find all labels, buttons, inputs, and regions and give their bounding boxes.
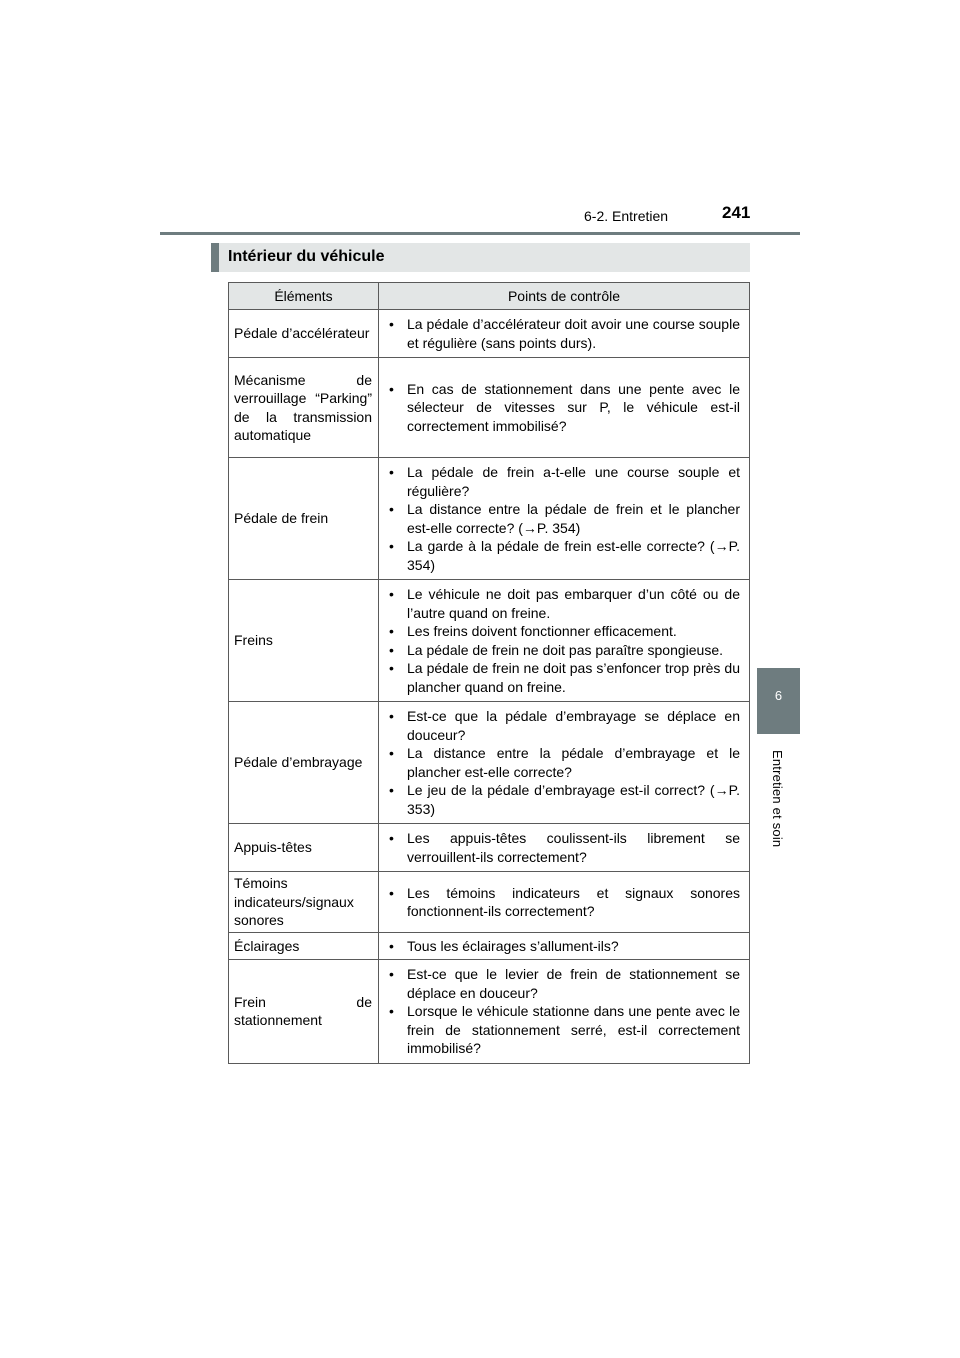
chapter-title: Entretien et soin bbox=[770, 750, 785, 848]
checkpoint-item: • La distance entre la pédale d’embrayage et le plancher est-elle correcte? bbox=[389, 744, 740, 781]
table-row bbox=[229, 580, 750, 702]
checkpoint-item: • Les appuis-têtes coulissent-ils librement se verrouillent-ils correctement? bbox=[389, 829, 740, 866]
section-title-bar bbox=[211, 243, 750, 272]
table-row bbox=[229, 872, 750, 933]
checkpoints-cell bbox=[379, 702, 750, 824]
item-cell: Témoins indicateurs/signaux sonores bbox=[229, 872, 379, 933]
checkpoints-cell bbox=[379, 458, 750, 580]
checkpoints-cell bbox=[379, 824, 750, 872]
checkpoint-item: • Les freins doivent fonctionner efficacement. bbox=[389, 622, 740, 641]
table-header-row bbox=[229, 283, 750, 310]
section-title: Intérieur du véhicule bbox=[228, 248, 385, 265]
item-cell: Pédale d’accélérateur bbox=[229, 310, 379, 358]
checkpoints-cell bbox=[379, 933, 750, 960]
item-cell: Pédale d’embrayage bbox=[229, 702, 379, 824]
column-header-checkpoints: Points de contrôle bbox=[379, 283, 750, 310]
checkpoints-cell bbox=[379, 358, 750, 458]
table-row bbox=[229, 358, 750, 458]
item-cell: Frein de stationnement bbox=[229, 960, 379, 1064]
checkpoint-item: • La pédale de frein ne doit pas paraître spongieuse. bbox=[389, 641, 740, 660]
table-row bbox=[229, 960, 750, 1064]
checkpoint-item: • La pédale de frein a-t-elle une course souple et régulière? bbox=[389, 463, 740, 500]
checkpoint-item: • La pédale de frein ne doit pas s’enfoncer trop près du plancher quand on freine. bbox=[389, 659, 740, 696]
table-row bbox=[229, 824, 750, 872]
table-row bbox=[229, 458, 750, 580]
item-cell: Mécanisme de verrouillage “Parking” de la transmission automatique bbox=[229, 358, 379, 458]
header-rule bbox=[160, 232, 800, 235]
checkpoint-item: • Est-ce que le levier de frein de stationnement se déplace en douceur? bbox=[389, 965, 740, 1002]
table-row bbox=[229, 933, 750, 960]
checkpoint-item: • Le véhicule ne doit pas embarquer d’un côté ou de l’autre quand on freine. bbox=[389, 585, 740, 622]
column-header-items: Éléments bbox=[229, 283, 379, 310]
running-header-section: 6-2. Entretien bbox=[584, 208, 669, 224]
item-cell: Éclairages bbox=[229, 933, 379, 960]
chapter-number: 6 bbox=[774, 688, 783, 703]
checkpoint-item: • Tous les éclairages s’allument-ils? bbox=[389, 937, 740, 956]
checkpoint-item: • En cas de stationnement dans une pente avec le sélecteur de vitesses sur P, le véhicule est-il correctement immobilisé? bbox=[389, 380, 740, 436]
checkpoints-cell bbox=[379, 872, 750, 933]
checkpoint-item: • Lorsque le véhicule stationne dans une pente avec le frein de stationnement serré, est-il correctement immobilisé? bbox=[389, 1002, 740, 1058]
inspection-table bbox=[228, 282, 750, 1064]
checkpoint-item: • Est-ce que la pédale d’embrayage se déplace en douceur? bbox=[389, 707, 740, 744]
page-number: 241 bbox=[722, 203, 751, 222]
checkpoints-cell bbox=[379, 310, 750, 358]
table-row bbox=[229, 702, 750, 824]
checkpoint-item: • La garde à la pédale de frein est-elle correcte? (→P. 354) bbox=[389, 537, 740, 574]
checkpoint-item: • Le jeu de la pédale d’embrayage est-il correct? (→P. 353) bbox=[389, 781, 740, 818]
checkpoints-cell bbox=[379, 960, 750, 1064]
item-cell: Pédale de frein bbox=[229, 458, 379, 580]
checkpoint-item: • La pédale d’accélérateur doit avoir une course souple et régulière (sans points durs). bbox=[389, 315, 740, 352]
checkpoint-item: • La distance entre la pédale de frein et le plancher est-elle correcte? (→P. 354) bbox=[389, 500, 740, 537]
item-cell: Appuis-têtes bbox=[229, 824, 379, 872]
checkpoint-item: • Les témoins indicateurs et signaux sonores fonctionnent-ils correctement? bbox=[389, 884, 740, 921]
item-cell: Freins bbox=[229, 580, 379, 702]
checkpoints-cell bbox=[379, 580, 750, 702]
table-row bbox=[229, 310, 750, 358]
